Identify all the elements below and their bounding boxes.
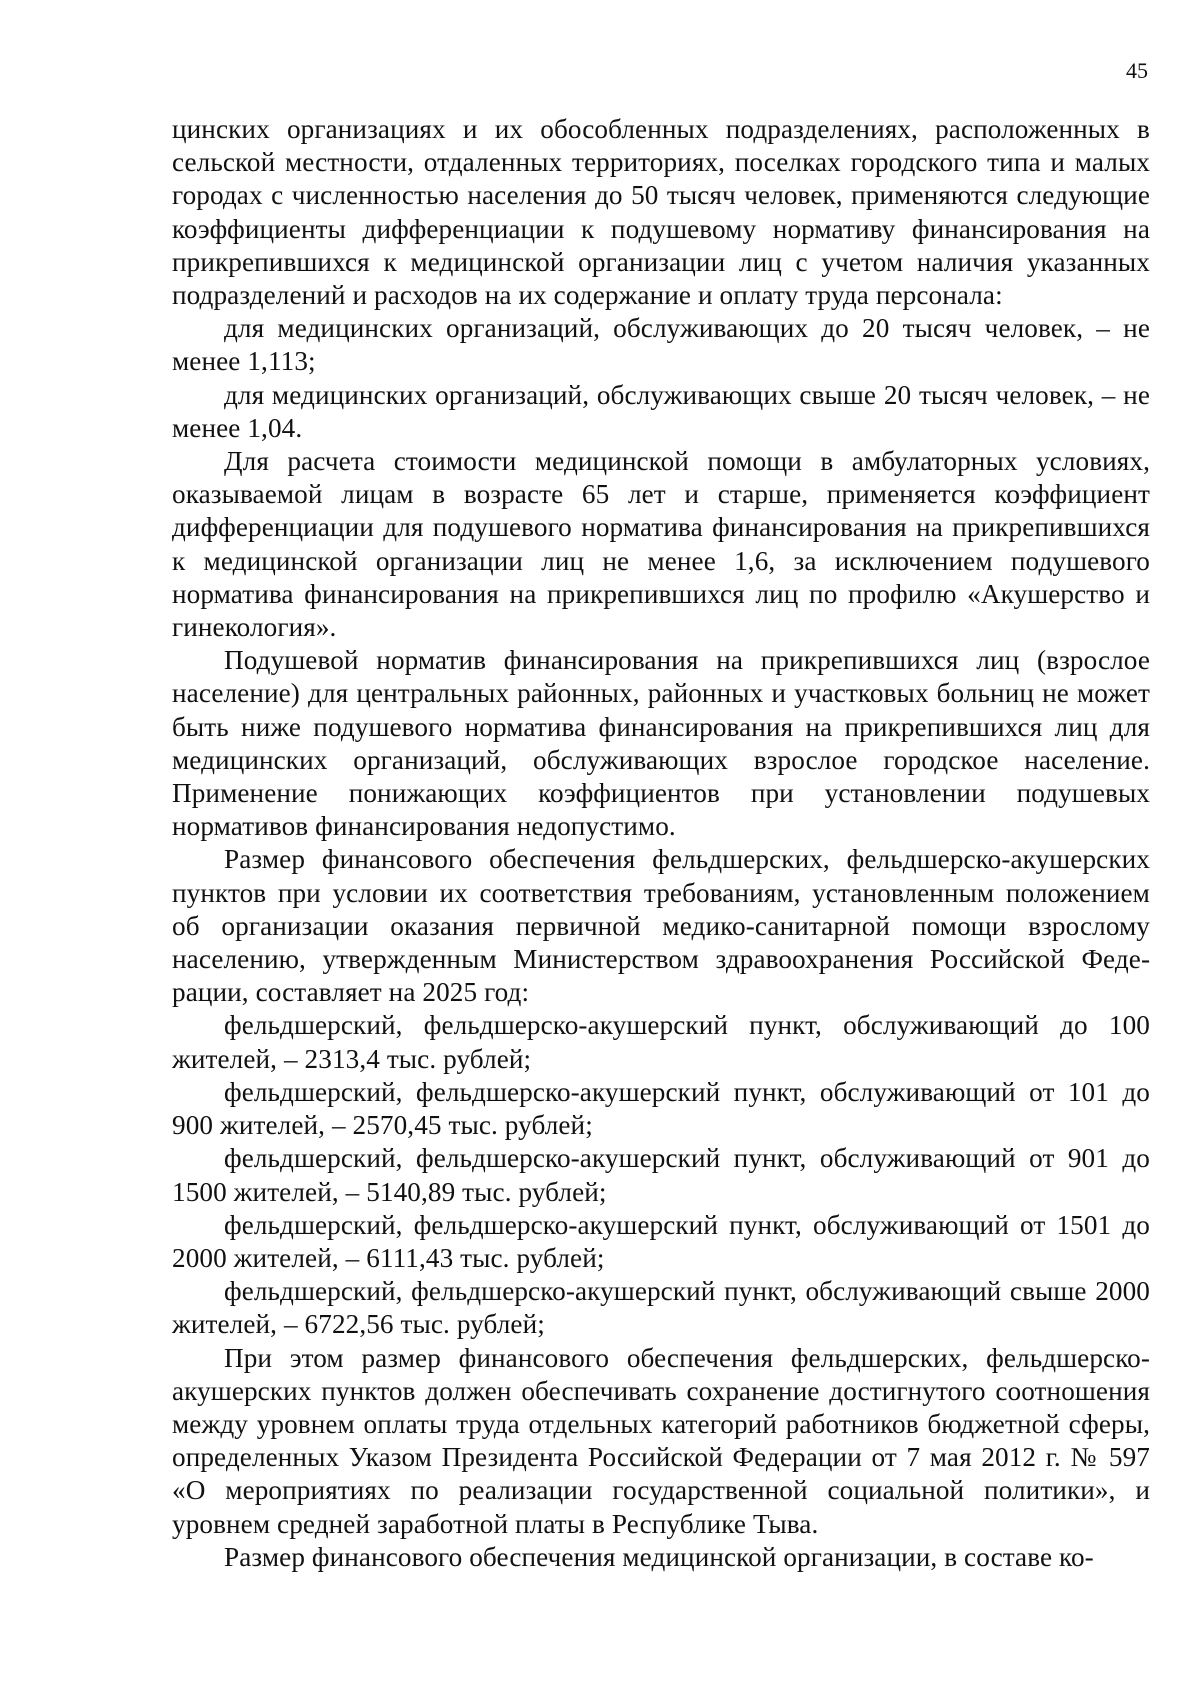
paragraph-age-65-coefficient: Для расчета стоимости медицинской помощи в амбулаторных условиях, оказываемой лицам в возрасте 65 лет и старше, применяется коэффициент дифференциации для подушевого норматива финансирования на прикрепившихся к медицинской организации лиц не менее 1,6, за исключением подушевого норматива финансирования на прикрепившихся лиц по профилю «Акушерство и гинекология».	[172, 446, 1150, 643]
paragraph-fap-up-to-100: фельдшерский, фельдшерско-акушерский пункт, обслуживающий до 100 жителей, – 2313,4 тыс. рублей;	[172, 1010, 1150, 1074]
paragraph-capitation-norm: Подушевой норматив финансирования на прикрепившихся лиц (взрослое население) для центральных районных, районных и участковых больниц не может быть ниже подушевого норматива финансирования на прикрепившихся лиц для медицинских организаций, обслуживающих взрослое городское население. Применение понижающих коэффициентов при установлении подушевых нормативов финансирования недопустимо.	[172, 645, 1150, 842]
paragraph-coefficient-over-20k: для медицинских организаций, обслуживающих свыше 20 тысяч человек, – не менее 1,04.	[172, 379, 1150, 443]
paragraph-continuation: цинских организациях и их обособленных подразделениях, расположенных в сельской местности, отдаленных территориях, поселках городского типа и малых городах с численностью населения до 50 тысяч человек, применяются следующие коэффициенты дифференциации к подушевому нормативу финансирования на прикрепившихся к медицинской организации лиц с учетом наличия указанных подразделений и расходов на их содержание и оплату труда персонала:	[172, 114, 1150, 311]
paragraph-trailing: Размер финансового обеспечения медицинской организации, в составе ко-	[224, 1541, 1094, 1572]
paragraph-salary-ratio: При этом размер финансового обеспечения фельдшерских, фельдшерско-акушерских пунктов должен обеспечивать сохранение достигнутого соотношения между уровнем оплаты труда отдельных категорий работников бюджетной сферы, определенных Указом Президента Российской Федерации от 7 мая 2012 г. № 597 «О мероприятиях по реализации государственной социальной политики», и уровнем средней заработной платы в Республике Тыва.	[172, 1342, 1150, 1539]
paragraph-fap-101-900: фельдшерский, фельдшерско-акушерский пункт, обслуживающий от 101 до 900 жителей, – 2570,45 тыс. рублей;	[172, 1076, 1150, 1141]
paragraph-fap-funding-intro: Размер финансового обеспечения фельдшерских, фельдшерско-акушерских пунктов при условии их соответствия требованиям, установленным положением об организации оказания первичной медико-санитарной помощи взрослому населению, утвержденным Министерством здравоохранения Российской Федерации, составляет на 2025 год:	[172, 844, 1150, 1008]
page-number: 45	[1126, 58, 1148, 83]
paragraph-fap-1501-2000: фельдшерский, фельдшерско-акушерский пункт, обслуживающий от 1501 до 2000 жителей, – 6111,43 тыс. рублей;	[172, 1209, 1150, 1273]
paragraph-fap-over-2000: фельдшерский, фельдшерско-акушерский пункт, обслуживающий свыше 2000 жителей, – 6722,56 тыс. рублей;	[172, 1276, 1150, 1340]
document-body	[172, 113, 1150, 1574]
paragraph-coefficient-up-to-20k: для медицинских организаций, обслуживающих до 20 тысяч человек, – не менее 1,113;	[172, 313, 1150, 377]
paragraph-fap-901-1500: фельдшерский, фельдшерско-акушерский пункт, обслуживающий от 901 до 1500 жителей, – 5140,89 тыс. рублей;	[172, 1143, 1150, 1207]
